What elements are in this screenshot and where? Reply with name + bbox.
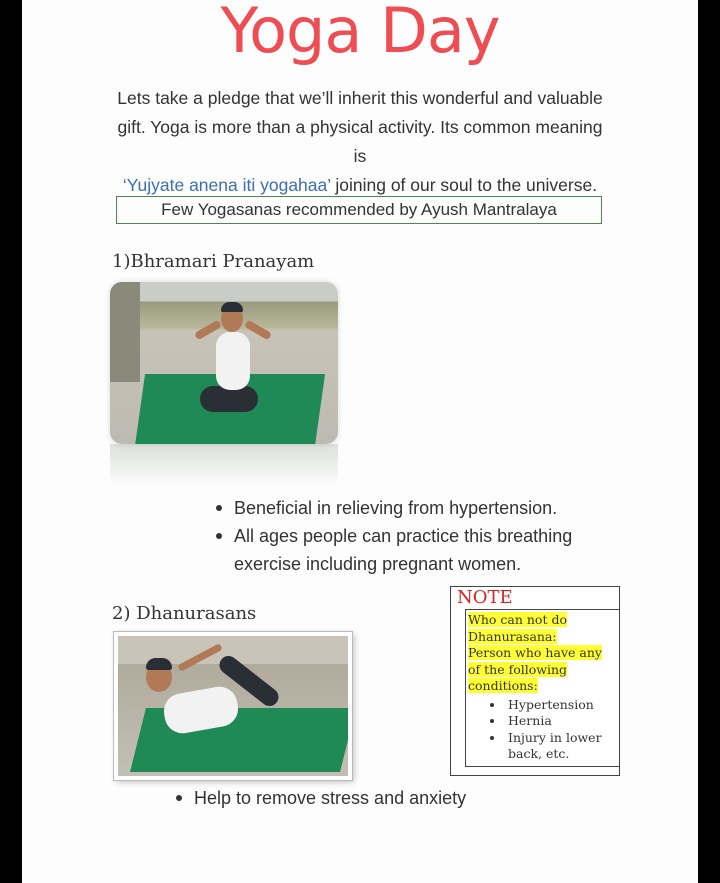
condition-item: Hernia <box>468 713 618 730</box>
note-highlight-line: Person who have any <box>468 645 602 660</box>
photo-wall <box>110 282 140 382</box>
document-page <box>22 0 698 883</box>
condition-item: Hypertension <box>468 697 618 714</box>
bhramari-benefits <box>214 494 634 578</box>
sanskrit-quote: ‘Yujyate anena iti yogahaa’ <box>122 175 331 195</box>
photo-reflection <box>110 444 338 488</box>
torso <box>216 332 250 390</box>
yoga-mat <box>130 708 352 772</box>
note-highlight-line: Who can not do <box>468 612 567 627</box>
section-heading-dhanurasana: 2) Dhanurasans <box>112 603 257 624</box>
list-item: Beneficial in relieving from hypertension. <box>214 494 634 522</box>
section-heading-bhramari: 1)Bhramari Pranayam <box>112 251 315 272</box>
right-arm <box>244 320 272 341</box>
intro-line-4-text: joining of our soul to the universe. <box>330 175 598 195</box>
bhramari-photo <box>110 282 338 444</box>
intro-line-3: is <box>353 146 367 166</box>
note-box <box>450 586 620 776</box>
arm <box>177 643 223 672</box>
list-item: All ages people can practice this breathing exercise including pregnant women. <box>214 522 634 578</box>
page-title: Yoga Day <box>220 0 500 67</box>
note-content <box>465 609 620 767</box>
hair <box>146 658 172 670</box>
conditions-list <box>468 697 618 763</box>
hair <box>221 302 243 312</box>
condition-item: Injury in lower back, etc. <box>468 730 618 763</box>
intro-line-1: Lets take a pledge that we’ll inherit this wonderful and valuable <box>117 88 603 108</box>
boxed-subheading: Few Yogasanas recommended by Ayush Mantralaya <box>116 196 602 224</box>
note-highlight-line: Dhanurasana: <box>468 628 557 644</box>
dhanurasana-benefit: Help to remove stress and anxiety <box>174 784 466 812</box>
note-highlight-line: of the following <box>468 661 567 677</box>
intro-paragraph <box>82 84 638 200</box>
note-title: NOTE <box>457 587 513 608</box>
dhanurasana-photo <box>114 632 352 780</box>
intro-line-2: gift. Yoga is more than a physical activity. Its common meaning <box>117 117 603 137</box>
note-highlight-line: conditions: <box>468 678 538 693</box>
